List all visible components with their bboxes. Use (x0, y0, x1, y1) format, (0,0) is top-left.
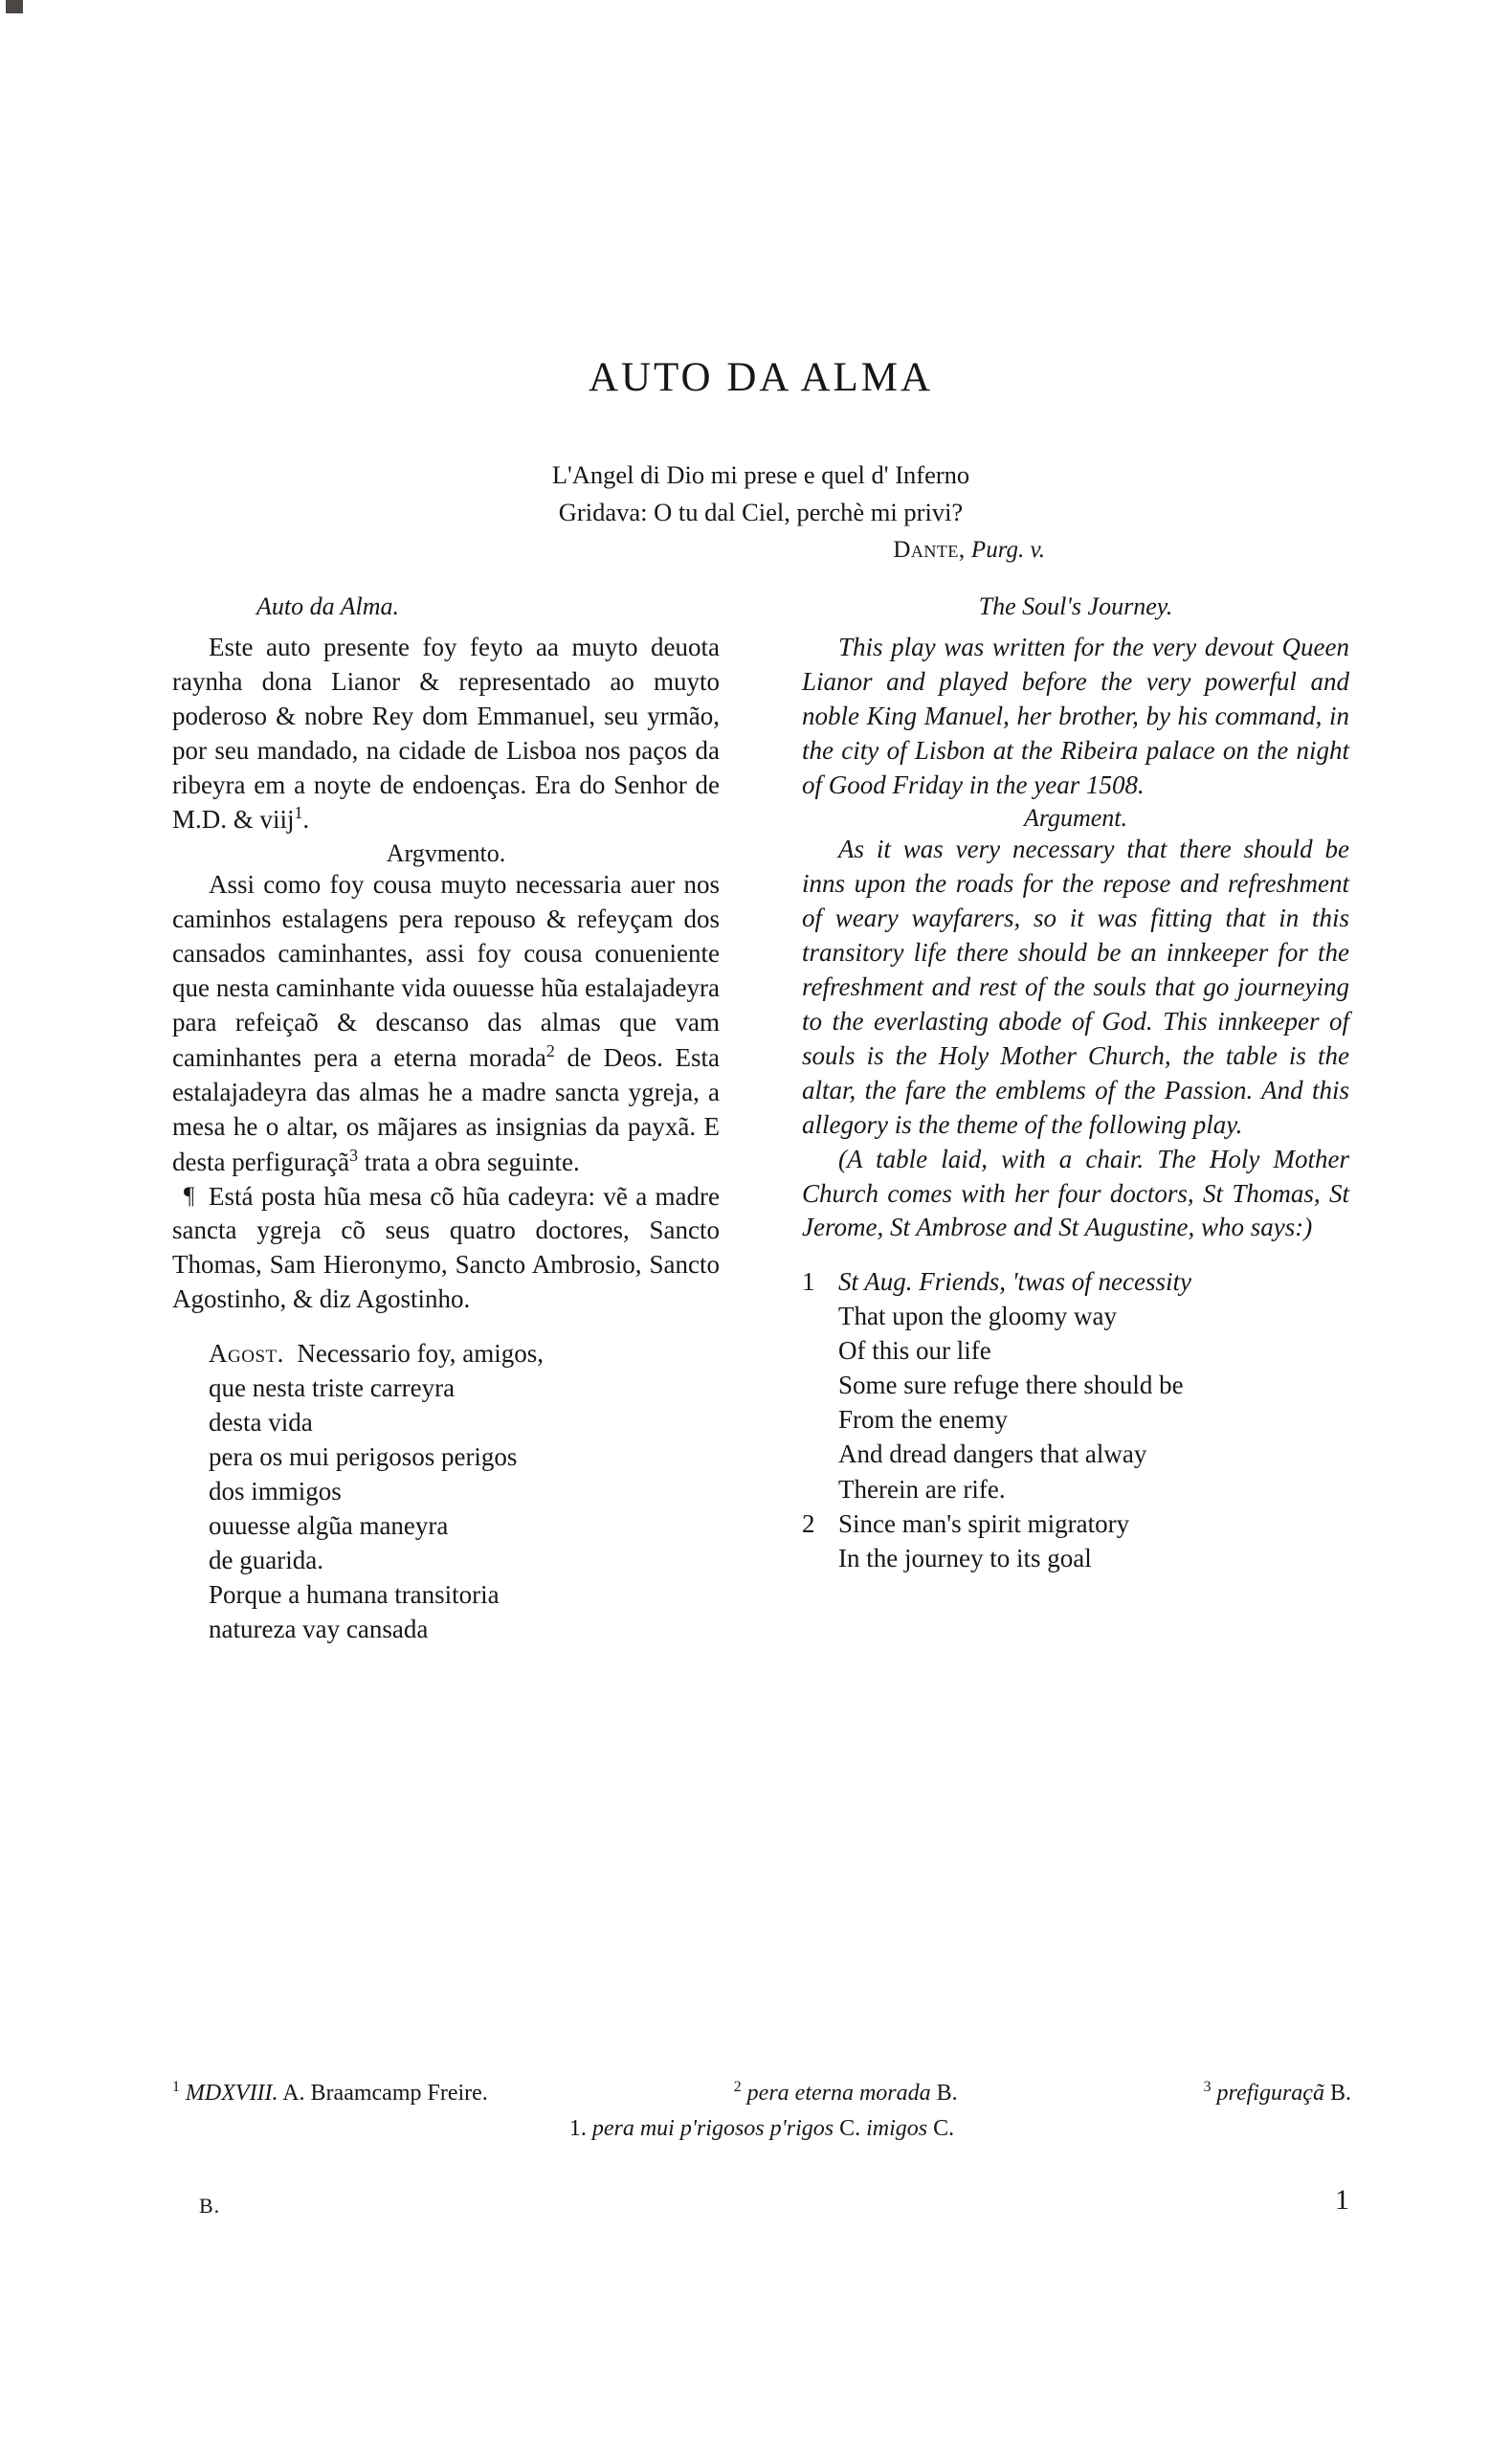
epigraph-line-1: L'Angel di Dio mi prese e quel d' Inferno (551, 460, 970, 489)
footnote-3 (1204, 2079, 1351, 2107)
speaker-label-agost: Agost. (209, 1339, 284, 1369)
verse-line (802, 1333, 1349, 1368)
verse-line-text: dos immigos (209, 1477, 342, 1506)
epigraph-work: Purg. v. (970, 536, 1045, 563)
footnote-3-text: B. (1323, 2081, 1351, 2106)
left-intro-paragraph (172, 631, 720, 837)
right-verse-block (802, 1264, 1349, 1574)
left-intro-text: Este auto presente foy feyto aa muyto deuota raynha dona Lianor & representado ao muyto poderoso & nobre Rey dom Emmanuel, seu yrmão, por seu mandado, na cidade de Lisboa nos paços da ribeyra em a noyte de endoenças. Era do Senhor de M.D. & viij (172, 632, 720, 835)
verse-line (172, 1543, 720, 1577)
verse-line (802, 1264, 1349, 1299)
left-argument-text-b: de Deos. Esta estalajadeyra das almas he a madre sancta ygreja, a mesa he o altar, os mãjares as insignias da payxã. E desta perfiguraçã (172, 1042, 720, 1176)
footnote-2-italic: pera eterna morada (746, 2081, 931, 2106)
verse-line-text: Some sure refuge there should be (838, 1371, 1184, 1400)
verse-line (802, 1299, 1349, 1333)
footnote-marker-1: 1 (172, 2079, 180, 2095)
verse-line (172, 1336, 720, 1371)
right-stage-direction: (A table laid, with a chair. The Holy Mother Church comes with her four doctors, St Thomas, St Jerome, St Ambrose and St Augustine, who says:) (802, 1144, 1349, 1242)
footnote-row2-italic-2: imigos (860, 2116, 928, 2141)
verse-line-text: de guarida. (209, 1546, 323, 1575)
verse-line-text: Of this our life (838, 1336, 991, 1366)
verse-line (802, 1368, 1349, 1402)
right-argument-paragraph: As it was very necessary that there should be inns upon the roads for the repose and refreshment of weary wayfarers, so it was fitting that in this transitory life there should be an innkeeper for the refreshment and rest of the souls that go journeying to the everlasting abode of God. This innkeeper of souls is the Holy Mother Church, the table is the altar, the fare the emblems of the Passion. And this allegory is the theme of the following play. (802, 835, 1349, 1139)
footnote-1 (172, 2079, 488, 2107)
page-content (172, 0, 1349, 1646)
speaker-label-staug: St Aug. Friends, 'twas of necessity (838, 1267, 1191, 1297)
two-column-body (172, 592, 1349, 1647)
footnote-row2-italic: pera mui p'rigosos p'rigos (591, 2116, 834, 2141)
verse-line (172, 1612, 720, 1646)
footnote-marker-2: 2 (733, 2079, 742, 2095)
left-stage-direction (172, 1180, 720, 1318)
footnote-2-text: B. (930, 2081, 958, 2106)
verse-line-text: Since man's spirit migratory (838, 1508, 1130, 1538)
right-intro-paragraph: This play was written for the very devout Queen Lianor and played before the very powerful and noble King Manuel, her brother, by his command, in the city of Lisbon at the Ribeira palace on the night of Good Friday in the year 1508. (802, 632, 1349, 799)
footnote-1-italic: MDXVIII. (185, 2081, 278, 2106)
epigraph-line-2: Gridava: O tu dal Ciel, perchè mi privi? (558, 497, 964, 526)
epigraph (172, 457, 1349, 531)
footnote-ref-3[interactable]: 3 (349, 1145, 359, 1165)
right-column-heading: The Soul's Journey. (978, 591, 1173, 620)
verse-line (802, 1472, 1349, 1506)
verse-line (802, 1437, 1349, 1471)
left-column-heading: Auto da Alma. (256, 591, 400, 620)
page-edge-mark (6, 0, 23, 13)
footnote-row2-mid: C. (834, 2116, 861, 2141)
verse-line (172, 1508, 720, 1543)
verse-line-text: Therein are rife. (838, 1474, 1006, 1504)
left-verse-block (172, 1336, 720, 1646)
pilcrow-icon: ¶ (184, 1182, 195, 1209)
verse-line-text: From the enemy (838, 1405, 1008, 1435)
footnote-marker-3: 3 (1203, 2079, 1212, 2095)
left-argument-text-a: Assi como foy cousa muyto necessaria auer nos caminhos estalagens pera repouso & refeyçam dos cansados caminhantes, assi foy cousa conueniente que nesta caminhante vida ouuesse hũa estalajadeyra para refeiçaõ & descanso das almas que vam caminhantes pera a eterna morada (172, 870, 720, 1072)
verse-line-text: que nesta triste carreyra (209, 1373, 456, 1403)
footnote-3-italic: prefiguraçã (1216, 2081, 1324, 2106)
verse-line-text: ouuesse algũa maneyra (209, 1511, 449, 1541)
footnote-row-primary (172, 2079, 1351, 2107)
page-number: 1 (1335, 2184, 1349, 2216)
footnote-ref-1[interactable]: 1 (294, 803, 303, 823)
left-argument-heading: Argvmento. (386, 839, 506, 868)
footnote-ref-2[interactable]: 2 (545, 1040, 555, 1060)
verse-line-text: Porque a humana transitoria (209, 1580, 500, 1610)
left-argument-paragraph (172, 868, 720, 1179)
epigraph-author: Dante, (893, 536, 966, 563)
verse-line (172, 1405, 720, 1439)
footnote-row-secondary (172, 2116, 1351, 2142)
left-intro-tail: . (302, 805, 310, 835)
verse-line-text: desta vida (209, 1408, 313, 1438)
verse-line-text: That upon the gloomy way (838, 1302, 1117, 1331)
signature-mark: B. (199, 2194, 221, 2218)
verse-line (802, 1402, 1349, 1437)
verse-line-text: natureza vay cansada (209, 1615, 429, 1644)
left-stage-direction-text: Está posta hũa mesa cõ hũa cadeyra: vẽ a madre sancta ygreja cõ seus quatro doctores, Sancto Thomas, Sam Hieronymo, Sancto Ambrosio, Sancto Agostinho, & diz Agostinho. (172, 1181, 720, 1314)
verse-line-text: In the journey to its goal (838, 1543, 1092, 1572)
verse-line-text: Necessario foy, amigos, (297, 1339, 545, 1369)
footnote-row2-marker: 1. (568, 2116, 587, 2141)
verse-line-text: pera os mui perigosos perigos (209, 1442, 518, 1472)
verse-line-text: And dread dangers that alway (838, 1439, 1147, 1469)
footnotes (172, 2079, 1351, 2142)
verse-number: 2 (802, 1508, 815, 1538)
footnote-row2-text: C. (927, 2116, 955, 2141)
verse-line (172, 1371, 720, 1405)
verse-line (802, 1541, 1349, 1575)
right-argument-heading: Argument. (1023, 804, 1128, 833)
column-english (802, 592, 1349, 1647)
column-portuguese (172, 592, 720, 1647)
verse-line (172, 1474, 720, 1508)
footnote-1-text: A. Braamcamp Freire. (278, 2081, 488, 2106)
epigraph-attribution (172, 537, 1349, 564)
verse-line (172, 1439, 720, 1474)
left-argument-text-c: trata a obra seguinte. (358, 1147, 580, 1176)
verse-line (802, 1506, 1349, 1541)
verse-line (172, 1577, 720, 1612)
footnote-2 (734, 2079, 958, 2107)
verse-number: 1 (802, 1267, 815, 1297)
page-title: AUTO DA ALMA (588, 355, 934, 400)
